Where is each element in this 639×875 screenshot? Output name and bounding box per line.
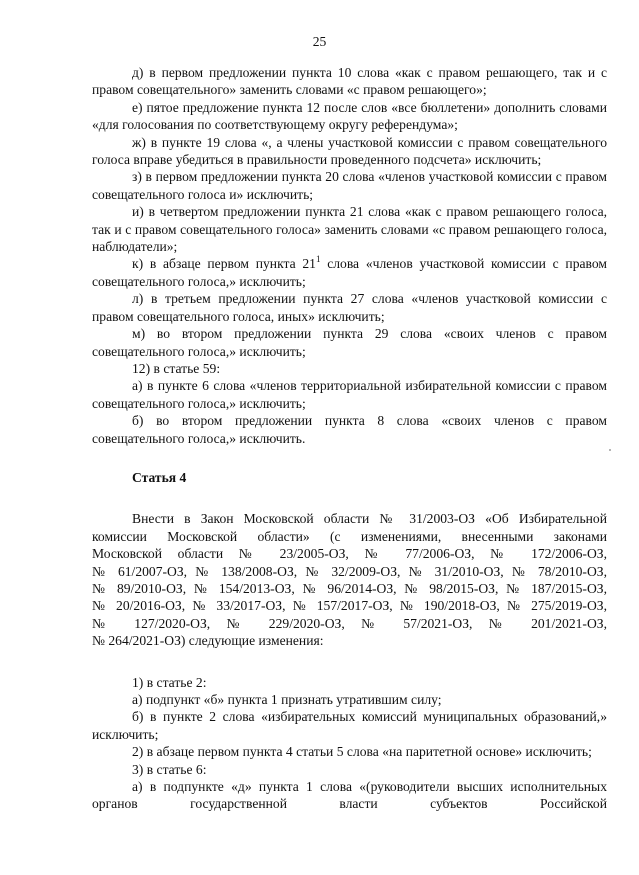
paragraph: б) в пункте 2 слова «избирательных комиссий муниципальных образований,» исключить;: [92, 709, 607, 742]
paragraph: д) в первом предложении пункта 10 слова «как с правом решающего, так и с правом совещательного» заменить словами «с правом решающего»;: [92, 65, 607, 98]
article-intro-line: № 61/2007-ОЗ, № 138/2008-ОЗ, № 32/2009-ОЗ, № 31/2010-ОЗ, № 78/2010-ОЗ,: [92, 563, 607, 579]
paragraph: 1) в статье 2:: [132, 674, 207, 690]
document-body: [92, 64, 607, 813]
page-number: 25: [312, 34, 327, 49]
article-intro-line: Внести в Закон Московской области № 31/2003-ОЗ «Об Избирательной: [132, 511, 607, 527]
paragraph: е) пятое предложение пункта 12 после слов «все бюллетени» дополнить словами «для голосования по соответствующему округу референдума»;: [92, 99, 607, 133]
article-heading: Статья 4: [132, 469, 187, 485]
paragraph: а) в подпункте «д» пункта 1 слова «(руководители высших исполнительных органов государственной власти субъектов Российской: [92, 779, 607, 812]
superscript: 1: [315, 254, 321, 265]
article-intro-line: комиссии Московской области» (с изменениями, внесенными законами: [92, 528, 607, 544]
scan-speck: [609, 449, 611, 451]
paragraph: м) во втором предложении пункта 29 слова «своих членов с правом совещательного голоса,» исключить;: [92, 326, 607, 359]
paragraph-k-text: к) в абзаце первом пункта 21: [132, 256, 316, 272]
article-intro-line: № 89/2010-ОЗ, № 154/2013-ОЗ, № 96/2014-ОЗ, № 98/2015-ОЗ, № 187/2015-ОЗ,: [92, 580, 607, 596]
paragraph-k: [92, 255, 607, 290]
paragraph: л) в третьем предложении пункта 27 слова «членов участковой комиссии с правом совещательного голоса, иных» исключить;: [92, 291, 607, 324]
article-intro-line: Московской области № 23/2005-ОЗ, № 77/2006-ОЗ, № 172/2006-ОЗ,: [92, 546, 607, 562]
paragraph: б) во втором предложении пункта 8 слова «своих членов с правом совещательного голоса,» исключить.: [92, 413, 607, 446]
paragraph: и) в четвертом предложении пункта 21 слова «как с правом решающего голоса, так и с правом совещательного голоса» заменить словами «с правом решающего голоса, наблюдатели»;: [92, 204, 607, 255]
article-intro-line: № 20/2016-ОЗ, № 33/2017-ОЗ, № 157/2017-ОЗ, № 190/2018-ОЗ, № 275/2019-ОЗ,: [92, 598, 607, 614]
paragraph: а) в пункте 6 слова «членов территориальной избирательной комиссии с правом совещательного голоса,» исключить;: [92, 378, 607, 411]
paragraph: 3) в статье 6:: [132, 761, 207, 777]
paragraph: ж) в пункте 19 слова «, а члены участковой комиссии с правом совещательного голоса вправе убедиться в правильности проведенного подсчета» исключить;: [92, 134, 607, 168]
article-intro-line: № 127/2020-ОЗ, № 229/2020-ОЗ, № 57/2021-ОЗ, № 201/2021-ОЗ,: [92, 615, 607, 631]
paragraph: з) в первом предложении пункта 20 слова «членов участковой комиссии с правом совещательного голоса и» исключить;: [92, 169, 607, 202]
paragraph: 2) в абзаце первом пункта 4 статьи 5 слова «на паритетной основе» исключить;: [132, 744, 592, 760]
paragraph: 12) в статье 59:: [132, 360, 221, 376]
paragraph: а) подпункт «б» пункта 1 признать утратившим силу;: [132, 692, 442, 707]
article-intro-line: № 264/2021-ОЗ) следующие изменения:: [92, 633, 324, 649]
paragraph-k-text: слова «членов участковой комиссии с правом совещательного голоса,» исключить;: [92, 256, 607, 289]
